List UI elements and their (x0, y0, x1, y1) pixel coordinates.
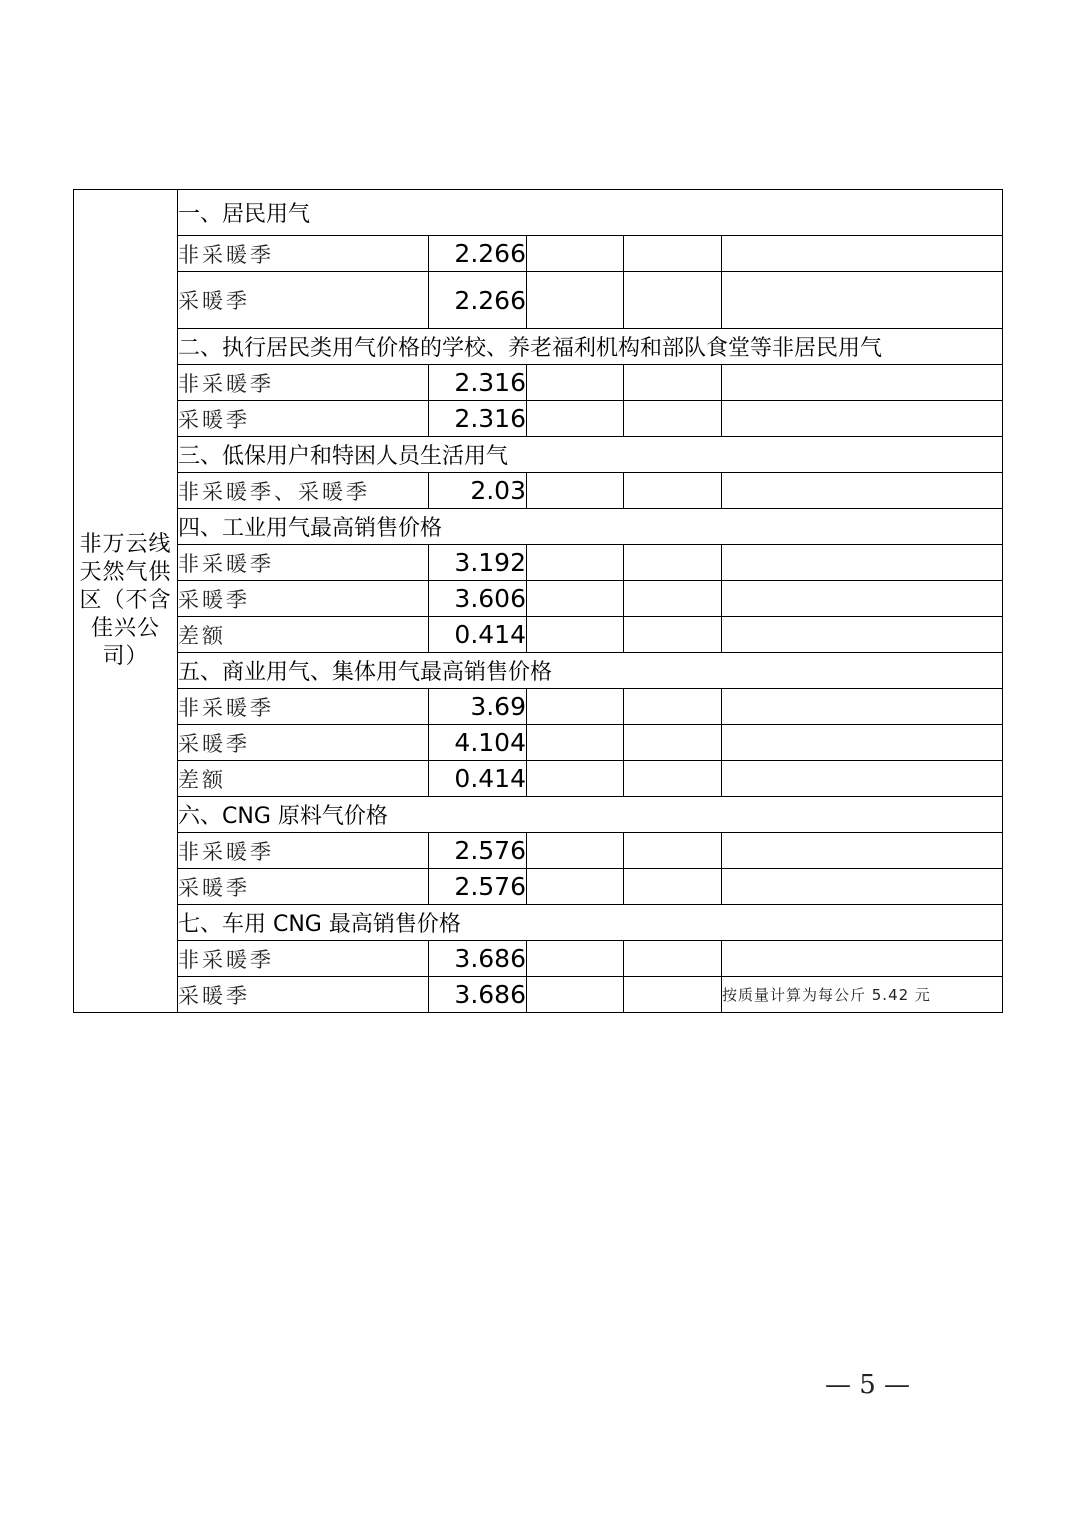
empty-cell (527, 725, 624, 761)
section-row (74, 905, 1003, 941)
page-number: — 5 — (824, 1370, 911, 1400)
empty-cell (624, 941, 722, 977)
table-row (74, 545, 1003, 581)
section-title: 七、车用 CNG 最高销售价格 (178, 905, 1003, 941)
table-row (74, 761, 1003, 797)
section-title: 四、工业用气最高销售价格 (178, 509, 1003, 545)
empty-cell (624, 617, 722, 653)
row-label: 采暖季 (178, 581, 429, 617)
empty-cell (527, 236, 624, 272)
row-label: 采暖季 (178, 977, 429, 1013)
table-row (74, 617, 1003, 653)
table-row (74, 365, 1003, 401)
section-title: 三、低保用户和特困人员生活用气 (178, 437, 1003, 473)
empty-cell (722, 545, 1003, 581)
empty-cell (527, 545, 624, 581)
empty-cell (722, 617, 1003, 653)
empty-cell (624, 545, 722, 581)
empty-cell (624, 761, 722, 797)
empty-cell (624, 236, 722, 272)
section-title: 六、CNG 原料气价格 (178, 797, 1003, 833)
empty-cell (722, 941, 1003, 977)
section-title: 五、商业用气、集体用气最高销售价格 (178, 653, 1003, 689)
table-row (74, 977, 1003, 1013)
row-label: 非采暖季、采暖季 (178, 473, 429, 509)
table-row (74, 725, 1003, 761)
table-row (74, 272, 1003, 329)
row-note: 按质量计算为每公斤 5.42 元 (722, 977, 1003, 1013)
empty-cell (527, 365, 624, 401)
row-value: 2.316 (429, 401, 527, 437)
table-row (74, 473, 1003, 509)
table-row (74, 581, 1003, 617)
row-label: 采暖季 (178, 272, 429, 329)
row-value: 0.414 (429, 617, 527, 653)
row-value: 2.266 (429, 236, 527, 272)
section-row (74, 797, 1003, 833)
row-value: 2.316 (429, 365, 527, 401)
row-label: 采暖季 (178, 869, 429, 905)
row-label: 采暖季 (178, 401, 429, 437)
row-value: 4.104 (429, 725, 527, 761)
empty-cell (527, 689, 624, 725)
empty-cell (722, 725, 1003, 761)
empty-cell (527, 272, 624, 329)
empty-cell (722, 869, 1003, 905)
row-label: 差额 (178, 761, 429, 797)
table-row (74, 833, 1003, 869)
row-value: 2.576 (429, 833, 527, 869)
section-row (74, 653, 1003, 689)
empty-cell (624, 365, 722, 401)
row-label: 非采暖季 (178, 941, 429, 977)
empty-cell (527, 617, 624, 653)
row-value: 3.606 (429, 581, 527, 617)
section-title: 二、执行居民类用气价格的学校、养老福利机构和部队食堂等非居民用气 (178, 329, 1003, 365)
empty-cell (527, 761, 624, 797)
table-row (74, 869, 1003, 905)
section-title: 一、居民用气 (178, 190, 1003, 236)
row-label: 非采暖季 (178, 236, 429, 272)
row-value: 3.686 (429, 977, 527, 1013)
empty-cell (722, 236, 1003, 272)
empty-cell (722, 272, 1003, 329)
empty-cell (527, 581, 624, 617)
row-label: 采暖季 (178, 725, 429, 761)
empty-cell (624, 401, 722, 437)
row-value: 3.69 (429, 689, 527, 725)
row-label: 非采暖季 (178, 545, 429, 581)
section-row (74, 190, 1003, 236)
empty-cell (624, 977, 722, 1013)
row-value: 3.686 (429, 941, 527, 977)
row-value: 2.03 (429, 473, 527, 509)
table-row (74, 401, 1003, 437)
empty-cell (527, 869, 624, 905)
table-row (74, 689, 1003, 725)
empty-cell (624, 272, 722, 329)
row-value: 0.414 (429, 761, 527, 797)
section-row (74, 329, 1003, 365)
price-table (73, 189, 1003, 1013)
row-label: 差额 (178, 617, 429, 653)
empty-cell (624, 581, 722, 617)
empty-cell (527, 833, 624, 869)
empty-cell (722, 473, 1003, 509)
empty-cell (527, 977, 624, 1013)
empty-cell (624, 869, 722, 905)
row-label: 非采暖季 (178, 365, 429, 401)
empty-cell (624, 833, 722, 869)
table-row (74, 941, 1003, 977)
empty-cell (527, 401, 624, 437)
empty-cell (722, 401, 1003, 437)
empty-cell (722, 581, 1003, 617)
section-row (74, 437, 1003, 473)
empty-cell (527, 473, 624, 509)
region-cell: 非万云线天然气供区（不含佳兴公司） (74, 190, 178, 1013)
table-row (74, 236, 1003, 272)
empty-cell (624, 725, 722, 761)
empty-cell (527, 941, 624, 977)
row-label: 非采暖季 (178, 833, 429, 869)
row-value: 2.576 (429, 869, 527, 905)
row-label: 非采暖季 (178, 689, 429, 725)
empty-cell (722, 689, 1003, 725)
row-value: 3.192 (429, 545, 527, 581)
empty-cell (722, 761, 1003, 797)
row-value: 2.266 (429, 272, 527, 329)
empty-cell (722, 365, 1003, 401)
empty-cell (624, 473, 722, 509)
empty-cell (722, 833, 1003, 869)
section-row (74, 509, 1003, 545)
empty-cell (624, 689, 722, 725)
